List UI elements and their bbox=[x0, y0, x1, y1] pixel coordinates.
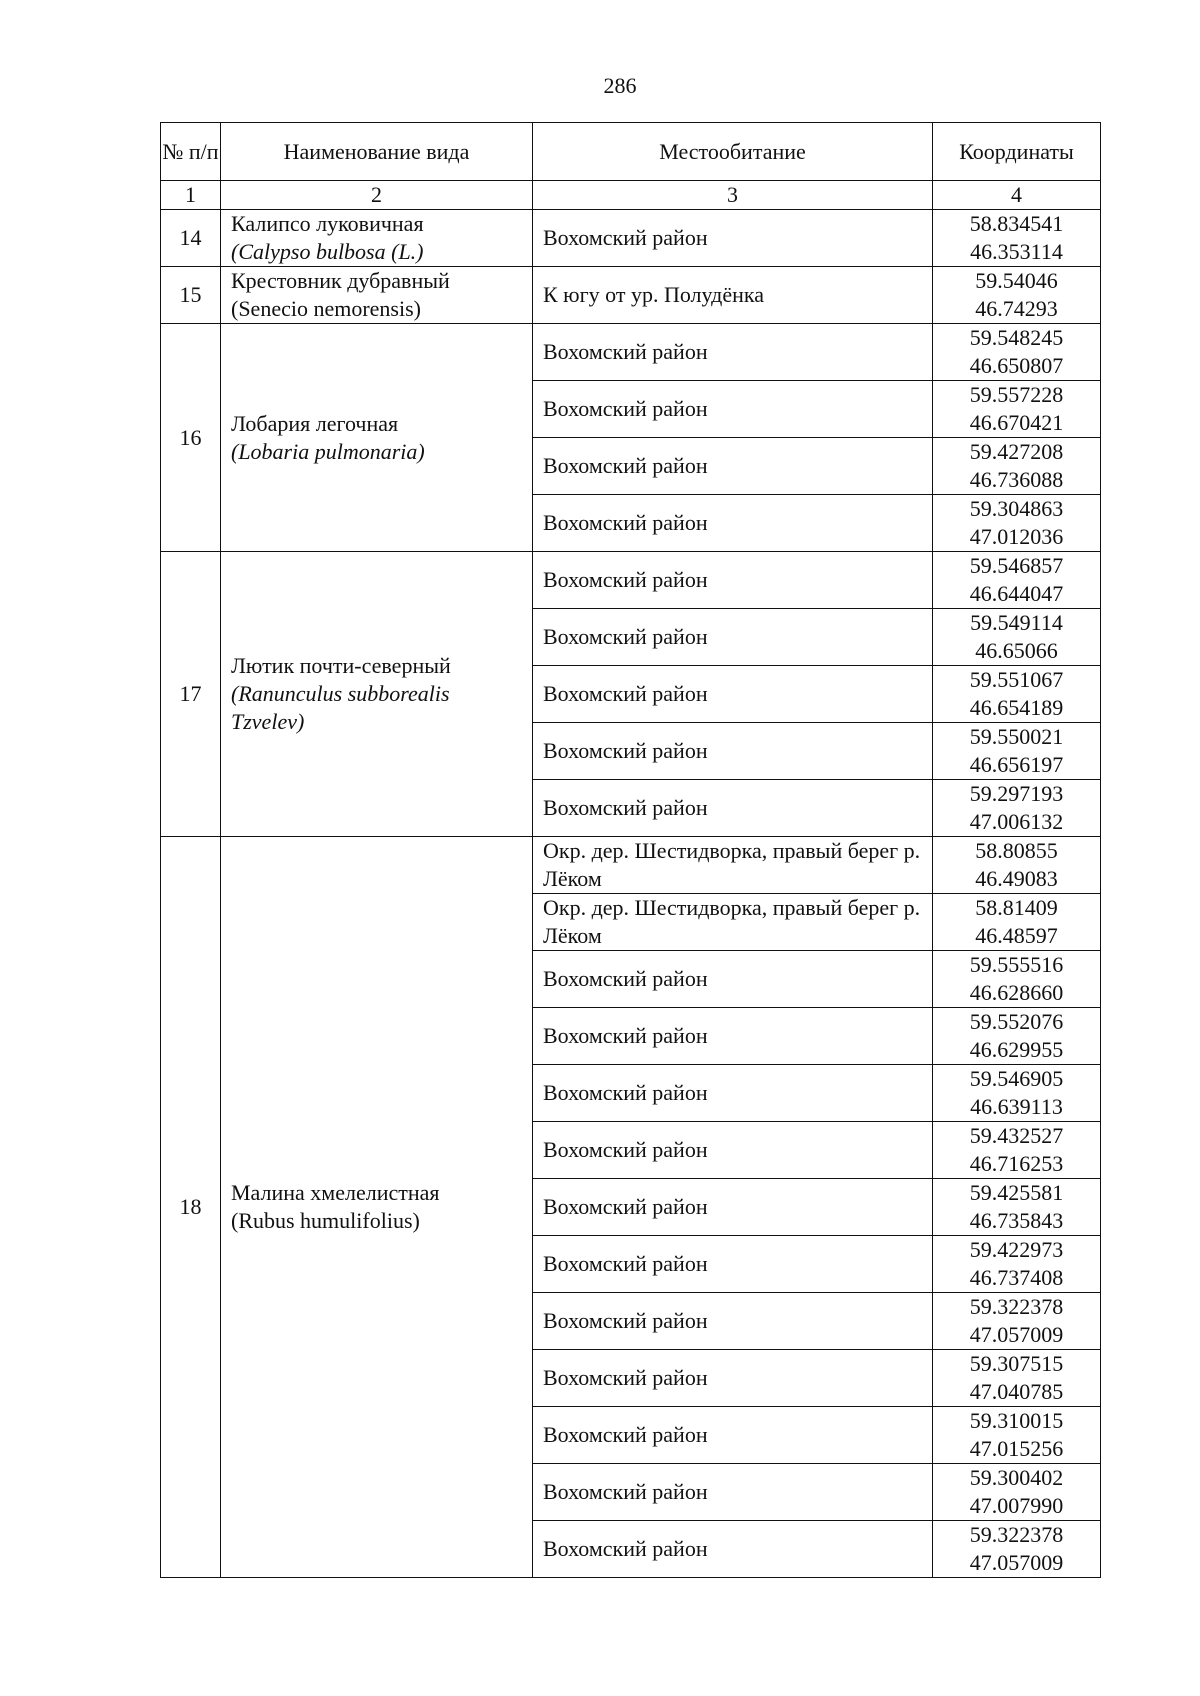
latitude: 59.322378 bbox=[969, 1522, 1064, 1547]
habitat-cell: Вохомский район bbox=[533, 1122, 933, 1179]
habitat-cell: Окр. дер. Шестидворка, правый берег р. Лёком bbox=[533, 894, 933, 951]
species-number: 18 bbox=[161, 837, 221, 1578]
column-number: 3 bbox=[533, 181, 933, 210]
longitude: 46.48597 bbox=[975, 923, 1058, 948]
habitat-cell: Вохомский район bbox=[533, 1065, 933, 1122]
latitude: 59.557228 bbox=[969, 382, 1064, 407]
coordinates-cell bbox=[933, 1236, 1101, 1293]
coordinates-cell bbox=[933, 324, 1101, 381]
longitude: 46.670421 bbox=[969, 410, 1064, 435]
latitude: 59.307515 bbox=[969, 1351, 1064, 1376]
coordinates-cell bbox=[933, 210, 1101, 267]
latitude: 59.322378 bbox=[969, 1294, 1064, 1319]
coordinates-cell bbox=[933, 1179, 1101, 1236]
longitude: 46.353114 bbox=[970, 239, 1063, 264]
column-number: 2 bbox=[221, 181, 533, 210]
habitat-cell: Вохомский район bbox=[533, 666, 933, 723]
coordinates-cell bbox=[933, 1065, 1101, 1122]
latitude: 59.427208 bbox=[969, 439, 1064, 464]
species-number: 15 bbox=[161, 267, 221, 324]
habitat-cell: Вохомский район bbox=[533, 1179, 933, 1236]
table-row bbox=[161, 837, 1101, 894]
longitude: 47.057009 bbox=[969, 1322, 1064, 1347]
header-habitat: Местообитание bbox=[533, 123, 933, 181]
habitat-cell: Вохомский район bbox=[533, 609, 933, 666]
coordinates-cell bbox=[933, 552, 1101, 609]
species-number: 14 bbox=[161, 210, 221, 267]
habitat-cell: Вохомский район bbox=[533, 552, 933, 609]
species-name-ru: Лютик почти-северный bbox=[231, 653, 451, 678]
longitude: 46.656197 bbox=[969, 752, 1064, 777]
habitat-cell: Вохомский район bbox=[533, 210, 933, 267]
habitat-cell: Вохомский район bbox=[533, 324, 933, 381]
latitude: 59.432527 bbox=[969, 1123, 1064, 1148]
latitude: 59.552076 bbox=[969, 1009, 1064, 1034]
species-name-cell bbox=[221, 837, 533, 1578]
species-name-ru: Лобария легочная bbox=[231, 410, 399, 436]
latitude: 59.550021 bbox=[969, 724, 1064, 749]
habitat-cell: Вохомский район bbox=[533, 1464, 933, 1521]
latitude: 59.551067 bbox=[969, 667, 1064, 692]
habitat-cell: Вохомский район bbox=[533, 438, 933, 495]
species-name-latin: (Ranunculus subborealis Tzvelev) bbox=[231, 681, 450, 734]
longitude: 46.736088 bbox=[969, 467, 1064, 492]
coordinates-cell bbox=[933, 951, 1101, 1008]
latitude: 59.425581 bbox=[969, 1180, 1064, 1205]
habitat-cell: Вохомский район bbox=[533, 1008, 933, 1065]
latitude: 59.548245 bbox=[969, 325, 1064, 350]
species-name-cell bbox=[221, 267, 533, 324]
header-num: № п/п bbox=[161, 123, 221, 181]
habitat-cell: Вохомский район bbox=[533, 780, 933, 837]
habitat-cell: Вохомский район bbox=[533, 723, 933, 780]
coordinates-cell bbox=[933, 1122, 1101, 1179]
species-name-latin: (Lobaria pulmonaria) bbox=[231, 438, 425, 464]
species-table bbox=[160, 122, 1101, 1578]
coordinates-cell bbox=[933, 1293, 1101, 1350]
habitat-cell: Вохомский район bbox=[533, 1293, 933, 1350]
coordinates-cell bbox=[933, 495, 1101, 552]
coordinates-cell bbox=[933, 1407, 1101, 1464]
habitat-cell: Вохомский район bbox=[533, 381, 933, 438]
header-name: Наименование вида bbox=[221, 123, 533, 181]
habitat-cell: Вохомский район bbox=[533, 1236, 933, 1293]
coordinates-cell bbox=[933, 267, 1101, 324]
latitude: 59.304863 bbox=[969, 496, 1064, 521]
table-row bbox=[161, 210, 1101, 267]
habitat-cell: Вохомский район bbox=[533, 1350, 933, 1407]
coordinates-cell bbox=[933, 1008, 1101, 1065]
table-row bbox=[161, 324, 1101, 381]
species-name-latin: (Senecio nemorensis) bbox=[231, 296, 421, 321]
longitude: 46.628660 bbox=[969, 980, 1064, 1005]
column-number-row bbox=[161, 181, 1101, 210]
longitude: 47.007990 bbox=[969, 1493, 1064, 1518]
latitude: 58.834541 bbox=[969, 211, 1064, 236]
latitude: 59.546905 bbox=[969, 1066, 1064, 1091]
column-number: 4 bbox=[933, 181, 1101, 210]
longitude: 46.737408 bbox=[969, 1265, 1064, 1290]
latitude: 59.54046 bbox=[975, 268, 1058, 293]
habitat-cell: Вохомский район bbox=[533, 1407, 933, 1464]
latitude: 59.422973 bbox=[969, 1237, 1064, 1262]
habitat-cell: Вохомский район bbox=[533, 951, 933, 1008]
latitude: 59.555516 bbox=[969, 952, 1064, 977]
table-body bbox=[161, 210, 1101, 1578]
longitude: 46.639113 bbox=[970, 1094, 1063, 1119]
coordinates-cell bbox=[933, 666, 1101, 723]
coordinates-cell bbox=[933, 837, 1101, 894]
species-name-ru: Калипсо луковичная bbox=[231, 211, 424, 236]
latitude: 59.297193 bbox=[969, 781, 1064, 806]
longitude: 47.015256 bbox=[969, 1436, 1064, 1461]
longitude: 46.654189 bbox=[969, 695, 1064, 720]
habitat-cell: К югу от ур. Полудёнка bbox=[533, 267, 933, 324]
latitude: 59.300402 bbox=[969, 1465, 1064, 1490]
table-header-row bbox=[161, 123, 1101, 181]
longitude: 47.040785 bbox=[969, 1379, 1064, 1404]
longitude: 46.650807 bbox=[969, 353, 1064, 378]
longitude: 47.012036 bbox=[969, 524, 1064, 549]
coordinates-cell bbox=[933, 381, 1101, 438]
species-name-latin: (Rubus humulifolius) bbox=[231, 1208, 420, 1233]
species-number: 17 bbox=[161, 552, 221, 837]
coordinates-cell bbox=[933, 1521, 1101, 1578]
habitat-cell: Вохомский район bbox=[533, 1521, 933, 1578]
latitude: 58.80855 bbox=[975, 838, 1058, 863]
longitude: 46.49083 bbox=[975, 866, 1058, 891]
coordinates-cell bbox=[933, 894, 1101, 951]
species-name-cell bbox=[221, 324, 533, 552]
latitude: 59.310015 bbox=[969, 1408, 1064, 1433]
longitude: 46.735843 bbox=[969, 1208, 1064, 1233]
latitude: 59.549114 bbox=[970, 610, 1063, 635]
longitude: 46.644047 bbox=[969, 581, 1064, 606]
longitude: 47.057009 bbox=[969, 1550, 1064, 1575]
species-name-latin: (Calypso bulbosa (L.) bbox=[231, 239, 424, 264]
coordinates-cell bbox=[933, 1464, 1101, 1521]
species-name-cell bbox=[221, 552, 533, 837]
longitude: 46.629955 bbox=[969, 1037, 1064, 1062]
header-coords: Координаты bbox=[933, 123, 1101, 181]
coordinates-cell bbox=[933, 723, 1101, 780]
longitude: 46.65066 bbox=[975, 638, 1058, 663]
coordinates-cell bbox=[933, 438, 1101, 495]
species-number: 16 bbox=[161, 324, 221, 552]
table-row bbox=[161, 267, 1101, 324]
longitude: 46.716253 bbox=[969, 1151, 1064, 1176]
species-name-cell bbox=[221, 210, 533, 267]
coordinates-cell bbox=[933, 780, 1101, 837]
coordinates-cell bbox=[933, 1350, 1101, 1407]
latitude: 58.81409 bbox=[975, 895, 1058, 920]
latitude: 59.546857 bbox=[969, 553, 1064, 578]
longitude: 47.006132 bbox=[969, 809, 1064, 834]
species-name-ru: Малина хмелелистная bbox=[231, 1180, 440, 1205]
longitude: 46.74293 bbox=[975, 296, 1058, 321]
page-number: 286 bbox=[603, 73, 637, 98]
species-name-ru: Крестовник дубравный bbox=[231, 268, 450, 293]
coordinates-cell bbox=[933, 609, 1101, 666]
habitat-cell: Окр. дер. Шестидворка, правый берег р. Лёком bbox=[533, 837, 933, 894]
column-number: 1 bbox=[161, 181, 221, 210]
habitat-cell: Вохомский район bbox=[533, 495, 933, 552]
table-row bbox=[161, 552, 1101, 609]
